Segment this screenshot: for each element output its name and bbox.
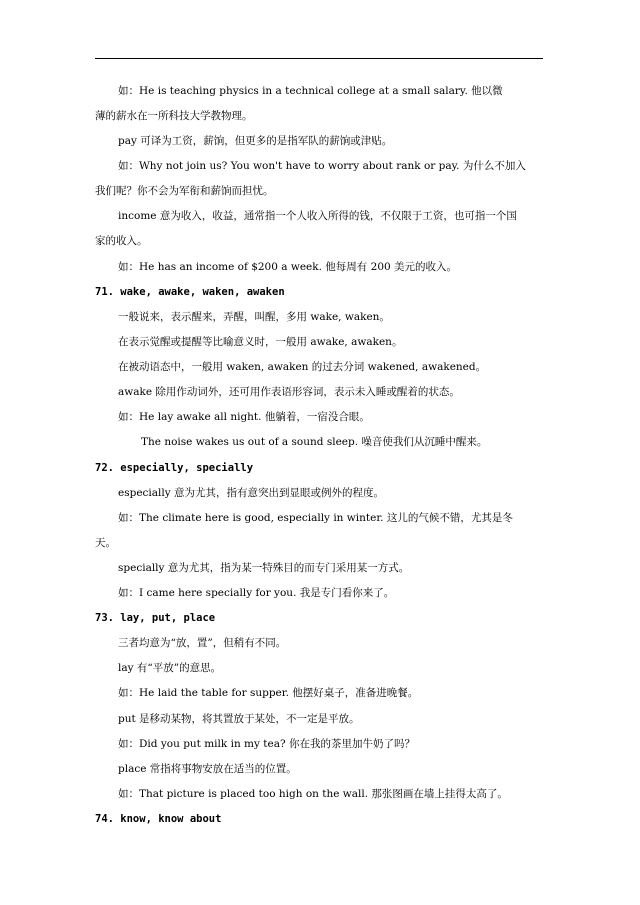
example-line: 如：He is teaching physics in a technical college at a small salary. 他以微	[118, 85, 503, 97]
text-line: 三者均意为“放，置”，但稍有不同。	[118, 637, 287, 649]
text-line: 家的收入。	[95, 235, 148, 247]
example-line: 如：Why not join us? You won't have to worry about rank or pay. 为什么不加入	[118, 160, 526, 172]
text-line: 我们呢？你不会为军衔和薪饷而担忧。	[95, 185, 274, 197]
text-line: pay 可译为工资，薪饷，但更多的是指军队的薪饷或津贴。	[118, 135, 393, 147]
section-heading: 74. know, know about	[95, 813, 222, 825]
section-heading: 71. wake, awake, waken, awaken	[95, 286, 285, 298]
text-line: put 是移动某物，将其置放于某处，不一定是平放。	[118, 713, 360, 725]
header-rule	[95, 58, 543, 59]
text-line: lay 有“平放”的意思。	[118, 662, 222, 674]
example-line: 如：That picture is placed too high on the wall. 那张图画在墙上挂得太高了。	[118, 788, 508, 800]
example-line: The noise wakes us out of a sound sleep. 噪音使我们从沉睡中醒来。	[141, 436, 488, 448]
example-line: 如：He laid the table for supper. 他摆好桌子，准备进晚餐。	[118, 687, 419, 699]
text-line: 一般说来，表示醒来，弄醒，叫醒，多用 wake, waken。	[118, 311, 390, 323]
text-line: especially 意为尤其，指有意突出到显眼或例外的程度。	[118, 487, 385, 499]
text-line: awake 除用作动词外，还可用作表语形容词，表示未入睡或醒着的状态。	[118, 386, 460, 398]
text-line: 在被动语态中，一般用 waken, awaken 的过去分词 wakened, awakened。	[118, 361, 487, 373]
example-line: 如：Did you put milk in my tea? 你在我的茶里加牛奶了吗？	[118, 738, 415, 750]
text-line: income 意为收入，收益，通常指一个人收入所得的钱，不仅限于工资，也可指一个国	[118, 210, 517, 222]
section-heading: 73. lay, put, place	[95, 612, 216, 624]
text-line: 薄的薪水在一所科技大学教物理。	[95, 110, 253, 122]
text-line: specially 意为尤其，指为某一特殊目的而专门采用某一方式。	[118, 562, 410, 574]
section-heading: 72. especially, specially	[95, 462, 254, 474]
example-line: 如：He has an income of $200 a week. 他每周有 200 美元的收入。	[118, 261, 458, 273]
example-line: 如：I came here specially for you. 我是专门看你来了。	[118, 587, 395, 599]
text-line: 天。	[95, 537, 116, 549]
example-line: 如：The climate here is good, especially in winter. 这儿的气候不错，尤其是冬	[118, 512, 513, 524]
text-line: place 常指将事物安放在适当的位置。	[118, 763, 297, 775]
example-line: 如：He lay awake all night. 他躺着，一宿没合眼。	[118, 411, 370, 423]
text-line: 在表示觉醒或提醒等比喻意义时，一般用 awake, awaken。	[118, 336, 403, 348]
